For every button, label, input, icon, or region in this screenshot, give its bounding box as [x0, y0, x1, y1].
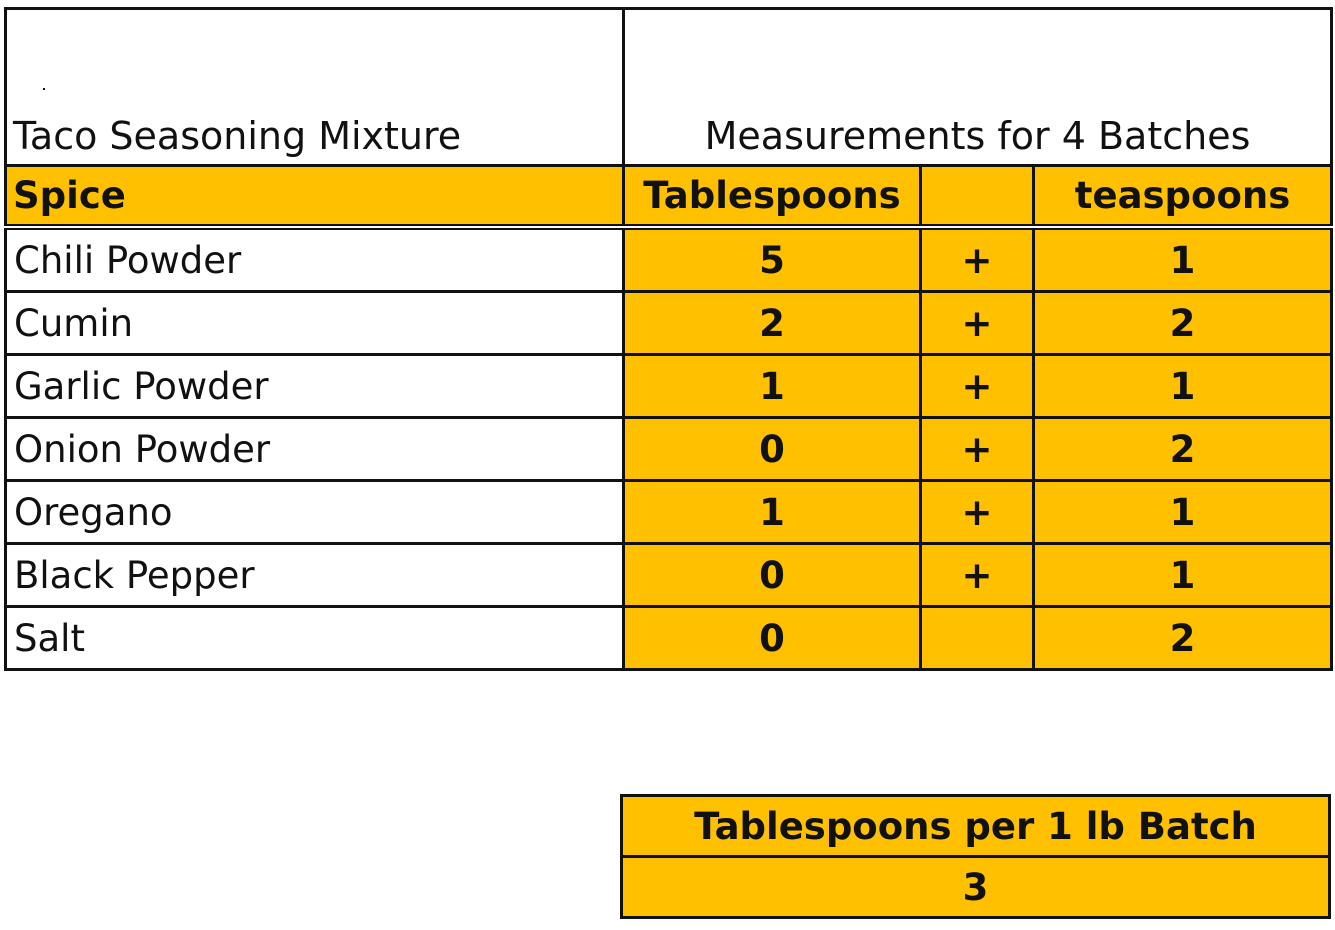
summary-label-row	[622, 796, 1330, 857]
tablespoons-cell[interactable]: 1	[624, 355, 921, 418]
header-tablespoons[interactable]: Tablespoons	[624, 166, 921, 228]
summary-value-row	[622, 857, 1330, 918]
spice-name-cell[interactable]: Oregano	[6, 481, 624, 544]
seasoning-table	[4, 7, 1333, 671]
plus-cell[interactable]: +	[921, 227, 1034, 292]
header-plus[interactable]	[921, 166, 1034, 228]
header-spice[interactable]: Spice	[6, 166, 624, 228]
spice-name-cell[interactable]: Cumin	[6, 292, 624, 355]
teaspoons-cell[interactable]: 2	[1034, 607, 1332, 670]
title-cell[interactable]	[6, 9, 624, 166]
measurements-label: Measurements for 4 Batches	[704, 114, 1251, 158]
spice-name-cell[interactable]: Chili Powder	[6, 227, 624, 292]
sheet-title: Taco Seasoning Mixture	[13, 114, 462, 158]
table-row	[6, 481, 1332, 544]
spice-name-cell[interactable]: Black Pepper	[6, 544, 624, 607]
table-row	[6, 607, 1332, 670]
table-row	[6, 418, 1332, 481]
plus-cell[interactable]: +	[921, 292, 1034, 355]
summary-label-cell[interactable]: Tablespoons per 1 lb Batch	[622, 796, 1330, 857]
teaspoons-cell[interactable]: 1	[1034, 544, 1332, 607]
stray-dot	[43, 88, 45, 90]
tablespoons-cell[interactable]: 1	[624, 481, 921, 544]
teaspoons-cell[interactable]: 2	[1034, 292, 1332, 355]
spice-name-cell[interactable]: Garlic Powder	[6, 355, 624, 418]
measurements-cell[interactable]	[624, 9, 1332, 166]
tablespoons-cell[interactable]: 5	[624, 227, 921, 292]
tablespoons-cell[interactable]: 2	[624, 292, 921, 355]
tablespoons-cell[interactable]: 0	[624, 544, 921, 607]
table-row	[6, 292, 1332, 355]
summary-value-cell[interactable]: 3	[622, 857, 1330, 918]
teaspoons-cell[interactable]: 1	[1034, 481, 1332, 544]
plus-cell[interactable]: +	[921, 481, 1034, 544]
teaspoons-cell[interactable]: 2	[1034, 418, 1332, 481]
teaspoons-cell[interactable]: 1	[1034, 355, 1332, 418]
tablespoons-cell[interactable]: 0	[624, 607, 921, 670]
tablespoons-cell[interactable]: 0	[624, 418, 921, 481]
plus-cell[interactable]: +	[921, 418, 1034, 481]
plus-cell[interactable]: +	[921, 355, 1034, 418]
title-row	[6, 9, 1332, 166]
spice-name-cell[interactable]: Onion Powder	[6, 418, 624, 481]
plus-cell[interactable]: +	[921, 544, 1034, 607]
table-row	[6, 355, 1332, 418]
teaspoons-cell[interactable]: 1	[1034, 227, 1332, 292]
header-teaspoons[interactable]: teaspoons	[1034, 166, 1332, 228]
spice-name-cell[interactable]: Salt	[6, 607, 624, 670]
summary-table	[620, 794, 1331, 919]
column-header-row	[6, 166, 1332, 228]
table-row	[6, 544, 1332, 607]
table-row	[6, 227, 1332, 292]
plus-cell[interactable]	[921, 607, 1034, 670]
